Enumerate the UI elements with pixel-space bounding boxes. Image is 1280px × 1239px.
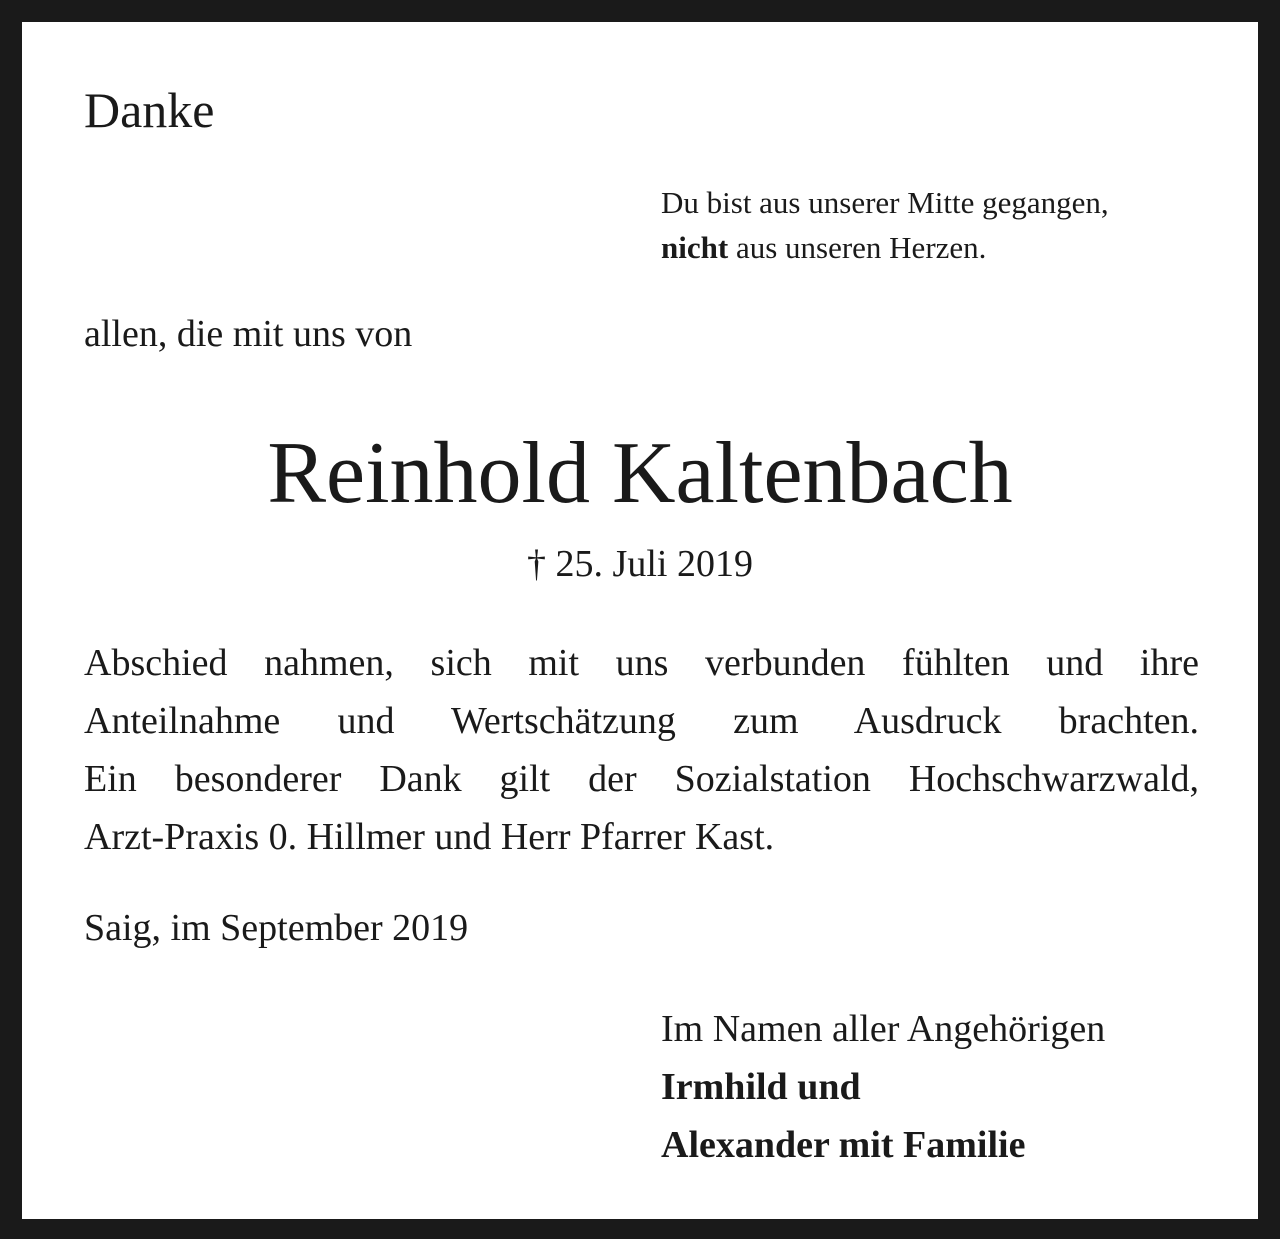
paragraph-line: Arzt-Praxis 0. Hillmer und Herr Pfarrer Kast. bbox=[84, 816, 775, 858]
motto-quote bbox=[661, 180, 1109, 270]
place-date: Saig, im September 2019 bbox=[84, 907, 469, 949]
thanks-paragraph bbox=[84, 634, 1199, 866]
deceased-name: Reinhold Kaltenbach bbox=[267, 425, 1013, 522]
paragraph-line: Anteilnahme und Wertschätzung zum Ausdruck brachten. bbox=[84, 700, 1199, 742]
signature-names-1: Irmhild und bbox=[661, 1066, 861, 1108]
paragraph-line: Ein besonderer Dank gilt der Sozialstation Hochschwarzwald, bbox=[84, 758, 1199, 800]
signature-names-2: Alexander mit Familie bbox=[661, 1124, 1026, 1166]
signature-intro: Im Namen aller Angehörigen bbox=[661, 1008, 1106, 1050]
motto-line-2: aus unseren Herzen. bbox=[728, 230, 987, 265]
signature-block bbox=[661, 1000, 1105, 1174]
motto-emphasis: nicht bbox=[661, 230, 729, 265]
paragraph-line: Abschied nahmen, sich mit uns verbunden fühlten und ihre bbox=[84, 642, 1199, 684]
motto-line-1: Du bist aus unserer Mitte gegangen, bbox=[661, 185, 1109, 220]
intro-text: allen, die mit uns von bbox=[84, 313, 413, 355]
notice-heading: Danke bbox=[84, 82, 215, 138]
death-date: † 25. Juli 2019 bbox=[527, 543, 753, 585]
